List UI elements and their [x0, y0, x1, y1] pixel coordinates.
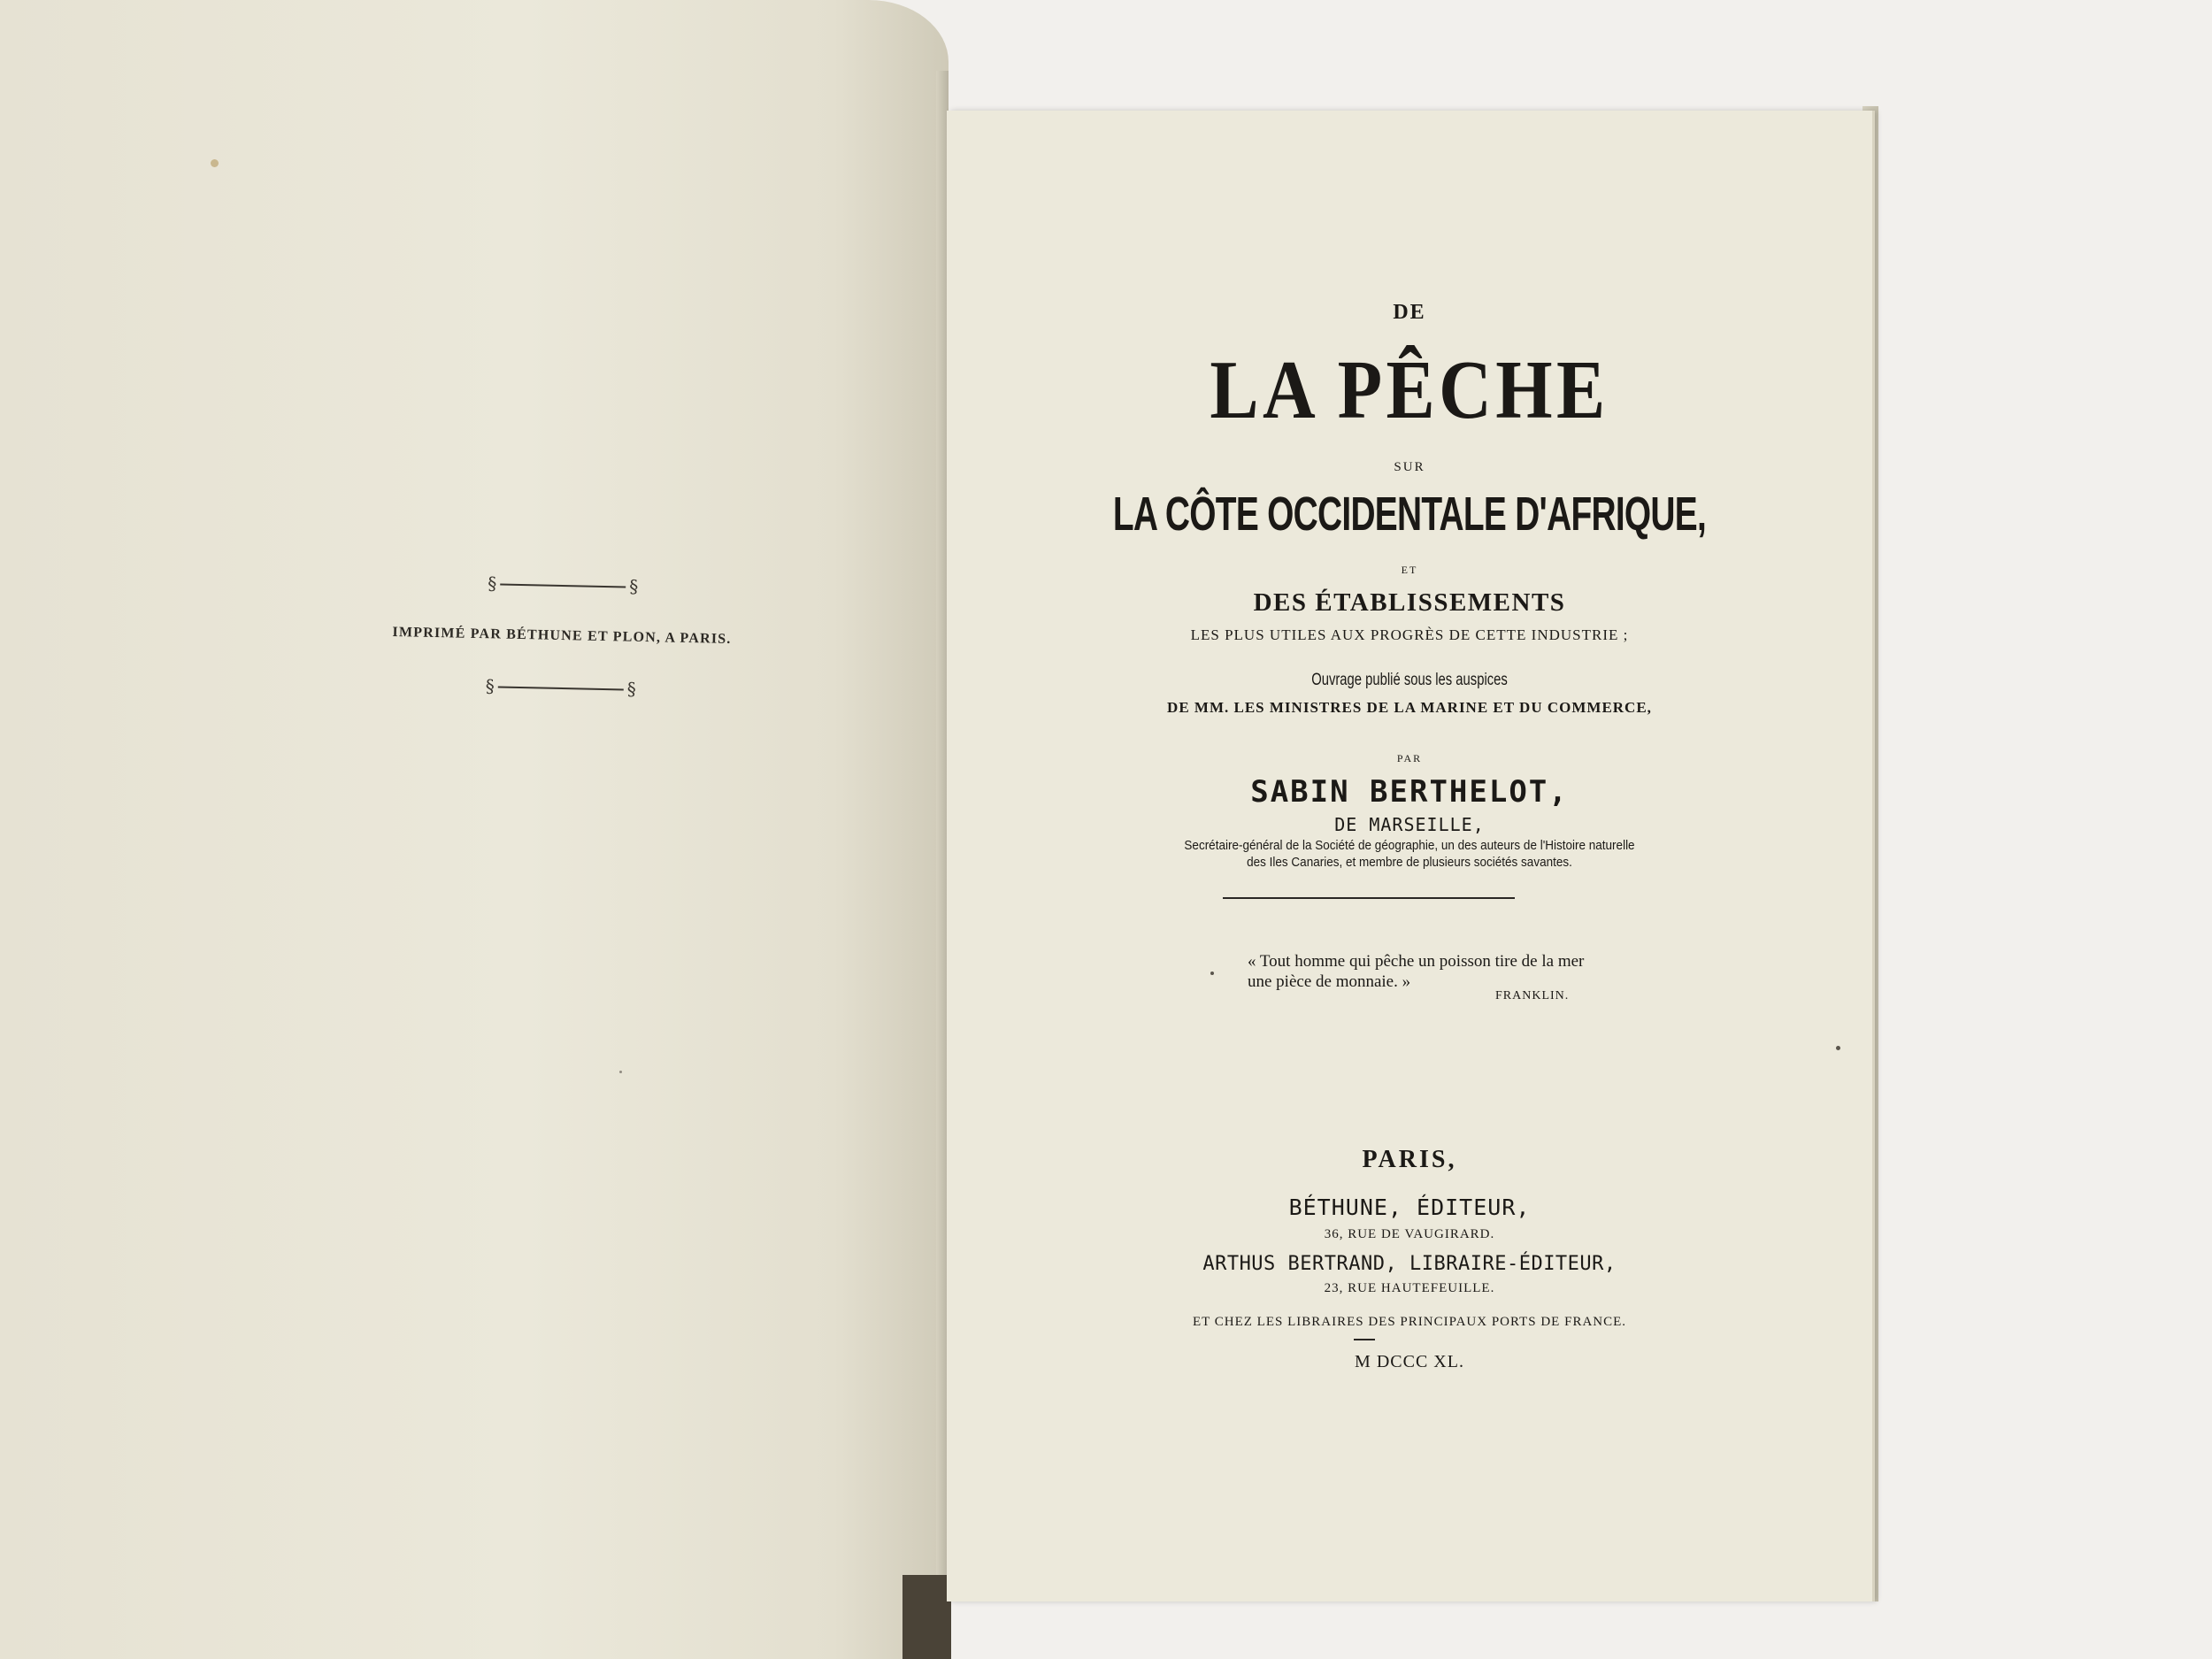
ornamental-rule-bottom: § §	[485, 675, 637, 700]
divider-rule	[1223, 897, 1515, 899]
epigraph-attribution: FRANKLIN.	[1495, 989, 1570, 1002]
epigraph-line1: « Tout homme qui pêche un poisson tire de la mer	[1248, 952, 1585, 971]
title-prefix: DE	[1393, 301, 1426, 324]
establishments-heading: DES ÉTABLISSEMENTS	[1253, 588, 1566, 617]
author-name: SABIN BERTHELOT,	[1250, 774, 1569, 810]
publisher-arthus-bertrand-address: 23, RUE HAUTEFEUILLE.	[1324, 1281, 1495, 1295]
title-connector-et: ET	[1401, 564, 1418, 576]
by-line-par: PAR	[1396, 752, 1423, 764]
author-origin: DE MARSEILLE,	[1334, 814, 1485, 835]
epigraph-line2: une pièce de monnaie. »	[1248, 972, 1411, 991]
publisher-bethune-address: 36, RUE DE VAUGIRARD.	[1324, 1227, 1495, 1241]
distribution-line: ET CHEZ LES LIBRAIRES DES PRINCIPAUX PORTS DE FRANCE.	[1192, 1315, 1627, 1329]
epigraph	[1248, 951, 1584, 992]
main-title: LA PÊCHE	[1210, 344, 1609, 436]
small-rule	[1354, 1339, 1375, 1340]
establishments-detail: LES PLUS UTILES AUX PROGRÈS DE CETTE INDUSTRIE ;	[1190, 626, 1629, 643]
left-page	[0, 0, 949, 1659]
publisher-bethune: BÉTHUNE, ÉDITEUR,	[1288, 1194, 1531, 1220]
spine-corner	[902, 1575, 951, 1659]
publisher-arthus-bertrand: ARTHUS BERTRAND, LIBRAIRE-ÉDITEUR,	[1202, 1253, 1617, 1275]
subtitle: LA CÔTE OCCIDENTALE D'AFRIQUE,	[1112, 488, 1707, 541]
title-page	[947, 111, 1872, 1601]
printer-imprint: IMPRIMÉ PAR BÉTHUNE ET PLON, A PARIS.	[392, 624, 732, 648]
ministers-line: DE MM. LES MINISTRES DE LA MARINE ET DU COMMERCE,	[1167, 699, 1652, 716]
title-connector-sur: SUR	[1394, 460, 1425, 474]
ornamental-rule-top: § §	[488, 572, 639, 597]
publication-date: M DCCC XL.	[1355, 1352, 1464, 1371]
author-credentials-line2: des Iles Canaries, et membre de plusieurs sociétés savantes.	[1247, 855, 1572, 870]
author-credentials-line1: Secrétaire-général de la Société de géographie, un des auteurs de l'Histoire naturelle	[1184, 838, 1635, 853]
imprint-block	[371, 572, 754, 703]
sponsorship-line: Ouvrage publié sous les auspices	[1311, 671, 1508, 689]
imprint-city: PARIS,	[1362, 1146, 1457, 1173]
